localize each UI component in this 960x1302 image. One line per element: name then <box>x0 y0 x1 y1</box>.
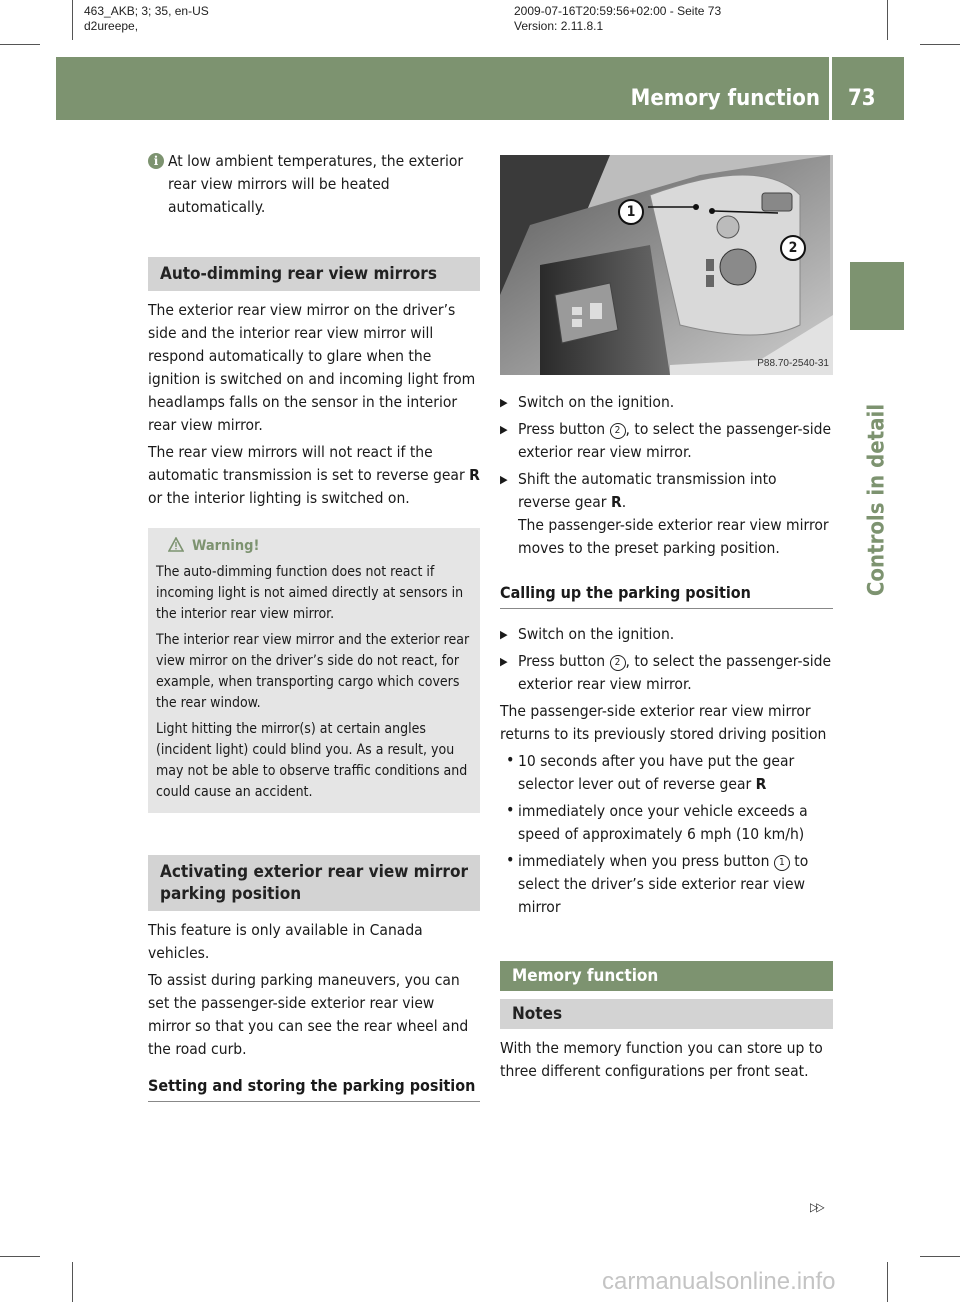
continue-marker: ▷▷ <box>810 1200 823 1214</box>
warning-title-row <box>156 536 472 558</box>
print-meta-right-line1: 2009-07-16T20:59:56+02:00 - Seite 73 <box>514 4 722 18</box>
step-switch-ignition: ▶ Switch on the ignition. <box>500 391 833 414</box>
step-arrow-icon: ▶ <box>500 396 508 409</box>
auto-dimming-para1: The exterior rear view mirror on the driver’s side and the interior rear view mirror will respond automatically to glare when the ignition is switched on and incoming light from headlamps falls on the sensor in the interior rear view mirror. <box>148 301 476 434</box>
step-shift-reverse: ▶ Shift the automatic transmission into reverse gear R. The passenger-side exterior rear view mirror moves to the preset parking position. <box>500 468 833 560</box>
returns-para: The passenger-side exterior rear view mirror returns to its previously stored driving position <box>500 702 827 743</box>
button-2-ref: 2 <box>610 423 626 439</box>
parking-para2: To assist during parking maneuvers, you can set the passenger-side exterior rear view mirror so that you can see the rear wheel and the road curb. <box>148 971 469 1058</box>
door-panel-illustration <box>500 155 833 375</box>
bullet-list <box>500 750 833 919</box>
parking-para1: This feature is only available in Canada vehicles. <box>148 921 423 962</box>
subheading-setting-storing: Setting and storing the parking position <box>148 1075 480 1102</box>
page-number: 73 <box>848 86 876 111</box>
warning-p3: Light hitting the mirror(s) at certain angles (incident light) could blind you. As a result, you may not be able to observe traffic conditions and could cause an accident. <box>156 721 468 800</box>
callout-2: 2 <box>780 235 806 261</box>
print-meta-left <box>84 4 209 34</box>
right-column <box>500 155 833 1083</box>
section-heading-memory-function: Memory function <box>500 961 833 991</box>
bullet-item: • 10 seconds after you have put the gear selector lever out of reverse gear R <box>506 750 795 793</box>
figure-code: P88.70-2540-31 <box>757 358 829 369</box>
section-heading-parking-position: Activating exterior rear view mirror parking position <box>148 855 480 911</box>
button-1-ref: 1 <box>774 855 790 871</box>
warning-triangle-icon <box>168 537 184 558</box>
warning-p2: The interior rear view mirror and the exterior rear view mirror on the driver’s side do not react, for example, when transporting cargo which covers the rear window. <box>156 632 470 711</box>
header-divider <box>829 57 832 120</box>
figure-door-panel <box>500 155 833 375</box>
chapter-tab <box>850 262 904 330</box>
step-result: The passenger-side exterior rear view mirror moves to the preset parking position. <box>518 516 829 557</box>
step-arrow-icon: ▶ <box>500 423 508 436</box>
step-switch-ignition-2: ▶ Switch on the ignition. <box>500 623 833 646</box>
watermark: carmanualsonline.info <box>602 1268 836 1295</box>
warning-title: Warning! <box>192 538 260 554</box>
print-meta-right-line2: Version: 2.11.8.1 <box>514 19 604 33</box>
bullet-item: • immediately when you press button 1 to select the driver’s side exterior rear view mirror <box>506 850 809 916</box>
steps-setting <box>500 391 833 560</box>
page-title: Memory function <box>630 86 820 111</box>
callout-1: 1 <box>618 199 644 225</box>
section-heading-notes: Notes <box>500 999 833 1029</box>
print-meta-left-line1: 463_AKB; 3; 35, en-US <box>84 4 209 18</box>
button-2-ref: 2 <box>610 655 626 671</box>
step-press-button-2b: ▶ Press button 2 , to select the passenger-side exterior rear view mirror. <box>500 652 832 693</box>
warning-p1: The auto-dimming function does not react if incoming light is not aimed directly at sensors in the interior rear view mirror. <box>156 564 464 622</box>
step-arrow-icon: ▶ <box>500 628 508 641</box>
print-meta-right <box>514 4 721 34</box>
info-note-text: At low ambient temperatures, the exterior rear view mirrors will be heated automatically. <box>168 152 464 216</box>
step-arrow-icon: ▶ <box>500 655 508 668</box>
notes-para: With the memory function you can store up to three different configurations per front seat. <box>500 1039 823 1080</box>
left-column <box>148 150 480 1102</box>
subheading-calling-up: Calling up the parking position <box>500 582 833 609</box>
chapter-label: Controls in detail <box>864 403 890 597</box>
step-arrow-icon: ▶ <box>500 473 508 486</box>
steps-calling-up <box>500 623 833 696</box>
bullet-item: • immediately once your vehicle exceeds a speed of approximately 6 mph (10 km/h) <box>506 800 808 843</box>
info-icon: i <box>148 153 164 169</box>
auto-dimming-para2: The rear view mirrors will not react if the automatic transmission is set to reverse gear R or the interior lighting is switched on. <box>148 443 480 507</box>
info-note <box>148 150 480 219</box>
section-heading-auto-dimming: Auto-dimming rear view mirrors <box>148 257 480 291</box>
warning-box <box>148 528 480 813</box>
print-meta-left-line2: d2ureepe, <box>84 19 139 33</box>
step-press-button-2: ▶ Press button 2 , to select the passenger-side exterior rear view mirror. <box>500 420 832 461</box>
